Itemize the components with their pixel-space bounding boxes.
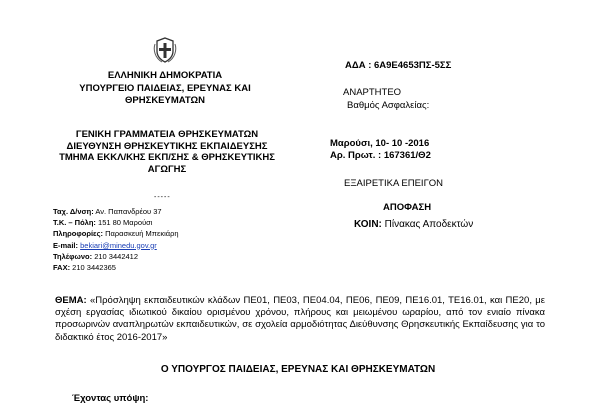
protocol-number: Αρ. Πρωτ. : 167361/Θ2: [330, 150, 431, 161]
fax-row: [53, 262, 179, 273]
fax-value: 210 3442365: [70, 263, 116, 273]
email-link[interactable]: bekiari@minedu.gov.gr: [80, 240, 157, 250]
phone-value: 210 3442412: [92, 251, 139, 261]
considering-heading: Έχοντας υπόψη:: [72, 393, 149, 404]
posting-status: ΑΝΑΡΤΗΤΕΟ: [343, 87, 402, 98]
ada-code: ΑΔΑ : 6Α9Ε4653ΠΣ-5ΣΣ: [345, 60, 452, 71]
info-row: [53, 228, 179, 239]
issuer-header: [70, 70, 260, 108]
cc-line: [354, 219, 473, 230]
email-label: E-mail:: [53, 240, 79, 250]
address-value: Αν. Παπανδρέου 37: [93, 207, 162, 216]
department-line4: ΑΓΩΓΗΣ: [147, 163, 187, 175]
postal-row: [53, 217, 179, 228]
fax-label: FAX:: [53, 263, 71, 273]
security-level: Βαθμός Ασφαλείας:: [347, 100, 430, 111]
greek-coat-of-arms-icon: [153, 36, 177, 64]
subject-paragraph: [55, 295, 545, 344]
address-label: Ταχ. Δ/νση:: [53, 207, 94, 216]
cc-label: ΚΟΙΝ:: [354, 219, 382, 230]
info-label: Πληροφορίες:: [53, 229, 104, 239]
info-value: Παρασκευή Μπεκιάρη: [103, 229, 179, 239]
minister-heading: Ο ΥΠΟΥΡΓΟΣ ΠΑΙΔΕΙΑΣ, ΕΡΕΥΝΑΣ ΚΑΙ ΘΡΗΣΚΕΥΜΑΤΩΝ: [160, 364, 436, 375]
separator: -----: [154, 194, 171, 201]
document-date: Μαρούσι, 10- 10 -2016: [330, 138, 430, 149]
subject-text: «Πρόσληψη εκπαιδευτικών κλάδων ΠΕ01, ΠΕ03, ΠΕ04.04, ΠΕ06, ΠΕ09, ΠΕ16.01, ΤΕ16.01, και ΠΕ20, με σχέση εργασίας ιδιωτικού δικαίου ορισμένου χρόνου, πλήρους και μειωμένου ωραρίου, από τον ενιαίο πίνακα προσωρινών αναπληρωτών εκπαιδευτικών, σε σχολεία αρμοδιότητας Διεύθυνσης Θρησκευτικής Εκπαίδευσης για το διδακτικό έτος 2016-2017»: [55, 295, 545, 343]
country-name: ΕΛΛΗΝΙΚΗ ΔΗΜΟΚΡΑΤΙΑ: [107, 70, 223, 81]
cc-value: Πίνακας Αποδεκτών: [381, 219, 474, 230]
postal-value: 151 80 Μαρούσι: [95, 218, 153, 228]
email-row: [53, 240, 179, 251]
ministry-name-line2: ΘΡΗΣΚΕΥΜΑΤΩΝ: [125, 95, 205, 106]
subject-label: ΘΕΜΑ:: [55, 295, 87, 306]
phone-label: Τηλέφωνο:: [53, 251, 93, 261]
address-row: [53, 206, 179, 217]
department-line2: ΔΙΕΥΘΥΝΣΗ ΘΡΗΣΚΕΥΤΙΚΗΣ ΕΚΠΑΙΔΕΥΣΗΣ: [66, 140, 268, 152]
department-line1: ΓΕΝΙΚΗ ΓΡΑΜΜΑΤΕΙΑ ΘΡΗΣΚΕΥΜΑΤΩΝ: [75, 129, 259, 140]
phone-row: [53, 251, 179, 262]
postal-label: Τ.Κ. – Πόλη:: [53, 218, 96, 228]
ministry-name-line1: ΥΠΟΥΡΓΕΙΟ ΠΑΙΔΕΙΑΣ, ΕΡΕΥΝΑΣ ΚΑΙ: [79, 82, 251, 94]
contact-details: [53, 206, 179, 273]
urgency-label: ΕΞΑΙΡΕΤΙΚΑ ΕΠΕΙΓΟΝ: [344, 178, 444, 189]
department-block: [48, 129, 286, 175]
department-line3: ΤΜΗΜΑ ΕΚΚΛ/ΚΗΣ ΕΚΠ/ΣΗΣ & ΘΡΗΣΚΕΥΤΙΚΗΣ: [59, 152, 275, 163]
document-type: ΑΠΟΦΑΣΗ: [383, 202, 432, 213]
